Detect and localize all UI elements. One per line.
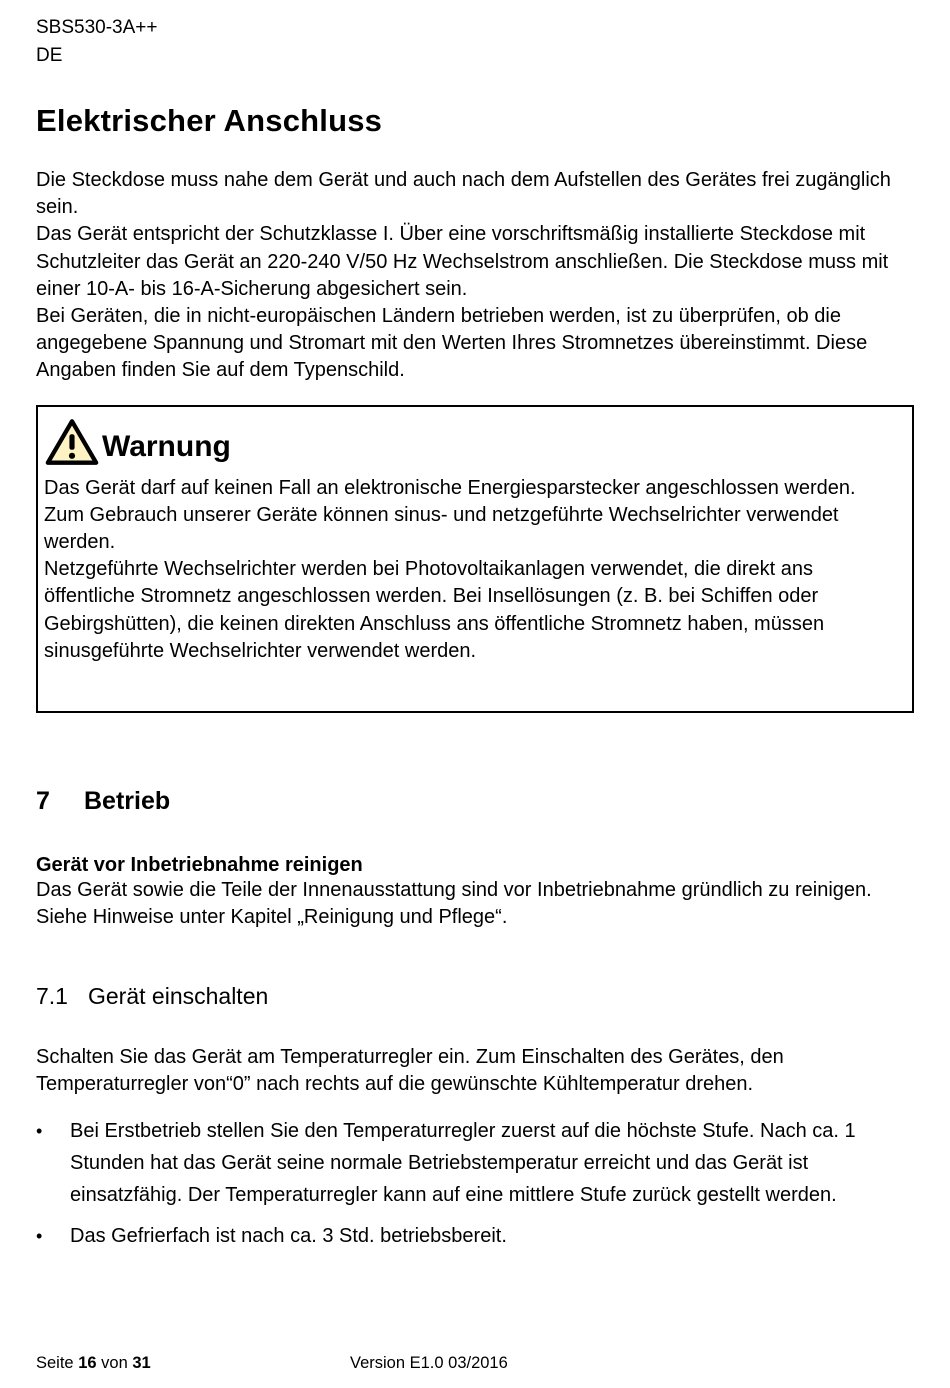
section-7-title: Betrieb (84, 786, 171, 815)
warning-header (44, 417, 902, 467)
warning-paragraph-2: Zum Gebrauch unserer Geräte können sinus- und netzgeführte Wechselrichter verwendet werden. (44, 503, 839, 553)
model-number: SBS530-3A++ (36, 17, 158, 38)
warning-paragraph-1: Das Gerät darf auf keinen Fall an elektronische Energiesparstecker angeschlossen werden. (44, 476, 856, 499)
clean-before-use-heading: Gerät vor Inbetriebnahme reinigen (36, 853, 363, 876)
warning-box (36, 405, 914, 713)
section-7-number: 7 (36, 786, 50, 815)
clean-before-use-text-block (36, 877, 914, 931)
document-footer (36, 1354, 914, 1376)
document-header (36, 14, 914, 69)
warning-triangle-icon (44, 417, 100, 467)
warning-title: Warnung (102, 429, 231, 463)
footer-page-current: 16 (78, 1354, 97, 1372)
switch-on-paragraph-block (36, 1044, 914, 1098)
bullet-text-1: Bei Erstbetrieb stellen Sie den Temperaturregler zuerst auf die höchste Stufe. Nach ca. 1 Stunden hat das Gerät seine normale Betriebstemperatur erreicht und das Gerät ist einsatzfähig. Der Temperaturregler kann auf eine mittlere Stufe zurück gestellt werden. (70, 1119, 856, 1207)
bullet-text-2: Das Gefrierfach ist nach ca. 3 Std. betriebsbereit. (70, 1224, 507, 1247)
list-item (36, 1220, 914, 1252)
clean-before-use-text: Das Gerät sowie die Teile der Innenausstattung sind vor Inbetriebnahme gründlich zu reinigen. Siehe Hinweise unter Kapitel „Reinigung und Pflege“. (36, 878, 872, 929)
intro-paragraph-2: Das Gerät entspricht der Schutzklasse I. Über eine vorschriftsmäßig installierte Steckdose mit Schutzleiter das Gerät an 220-240 V/50 Hz Wechselstrom anschließen. Die Steckdose muss mit einer 10-A- bis 16-A-Sicherung abgesichert sein. (36, 223, 889, 300)
footer-page-of: von (96, 1354, 133, 1372)
section-7-heading (36, 787, 914, 816)
warning-body (44, 475, 902, 665)
switch-on-paragraph: Schalten Sie das Gerät am Temperaturregler ein. Zum Einschalten des Gerätes, den Temperaturregler von“0” nach rechts auf die gewünschte Kühltemperatur drehen. (36, 1046, 784, 1096)
bullet-icon: • (36, 1225, 43, 1246)
bullet-icon: • (36, 1120, 43, 1141)
language-code: DE (36, 44, 63, 66)
intro-paragraph-3: Bei Geräten, die in nicht-europäischen Ländern betrieben werden, ist zu überprüfen, ob die angegebene Spannung und Stromart mit den Werten Ihres Stromnetzes übereinstimmt. Diese Angaben finden Sie auf dem Typenschild. (36, 305, 868, 382)
section-7-1-title: Gerät einschalten (88, 983, 269, 1010)
footer-page-total: 31 (132, 1354, 151, 1372)
intro-section (36, 167, 914, 385)
footer-version: Version E1.0 03/2016 (350, 1354, 508, 1372)
footer-page-prefix: Seite (36, 1354, 79, 1372)
list-item (36, 1115, 914, 1212)
warning-paragraph-3: Netzgeführte Wechselrichter werden bei Photovoltaikanlagen verwendet, die direkt ans öffentliche Stromnetz angeschlossen werden. Bei Insellösungen (z. B. bei Schiffen oder Gebirgshütten), die keinen direkten Anschluss ans öffentliche Stromnetz haben, müssen sinusgeführte Wechselrichter verwendet werden. (44, 558, 825, 662)
intro-paragraph-1: Die Steckdose muss nahe dem Gerät und auch nach dem Aufstellen des Gerätes frei zugänglich sein. (36, 169, 891, 219)
footer-page-indicator (36, 1354, 151, 1373)
operation-bullet-list (36, 1115, 914, 1253)
section-7-1-number: 7.1 (36, 983, 68, 1010)
page-title: Elektrischer Anschluss (36, 103, 383, 139)
section-7-1-heading (36, 983, 914, 1010)
